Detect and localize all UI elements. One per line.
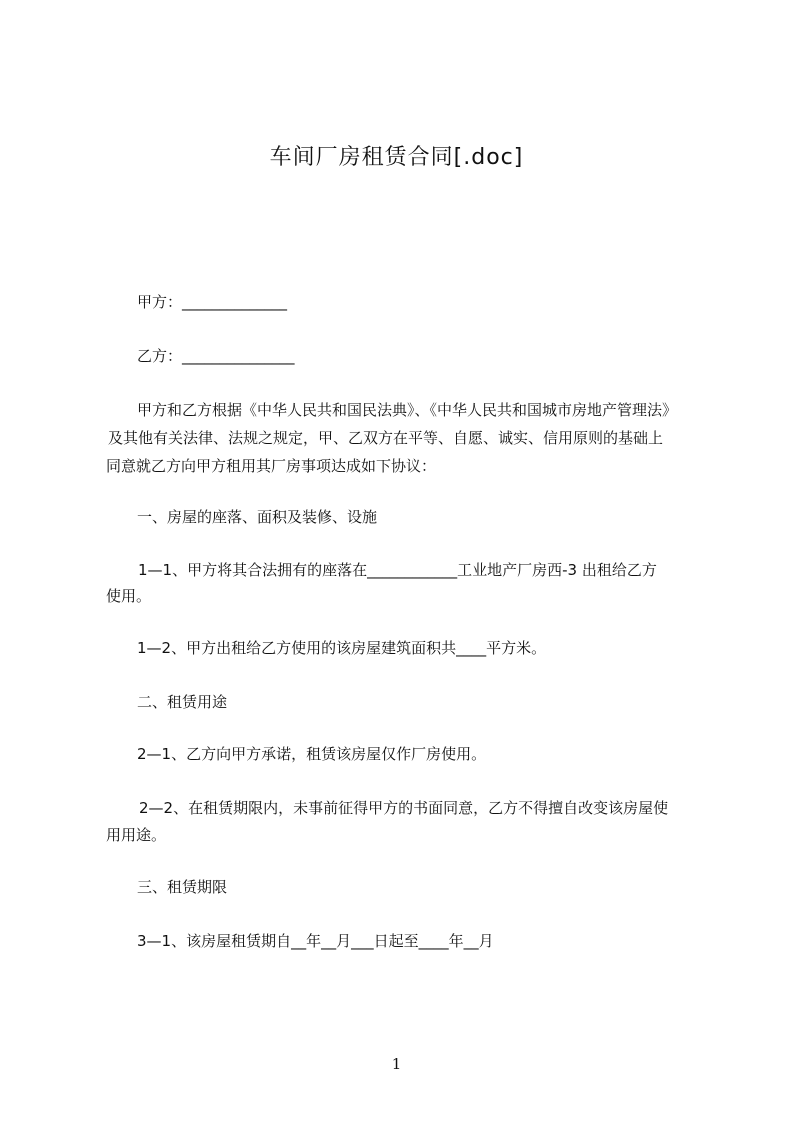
document-title: 车间厂房租赁合同[.doc] bbox=[269, 145, 524, 170]
clause-2-2-line-2: 用用途。 bbox=[106, 826, 167, 844]
page-number: 1 bbox=[391, 1055, 402, 1073]
section-2-heading: 二、租赁用途 bbox=[137, 693, 228, 711]
party-b-line: 乙方：_______________ bbox=[137, 347, 295, 365]
intro-line-3: 同意就乙方向甲方租用其厂房事项达成如下协议： bbox=[106, 457, 437, 475]
intro-line-2: 及其他有关法律、法规之规定，甲、乙双方在平等、自愿、诚实、信用原则的基础上 bbox=[108, 429, 664, 447]
clause-3-1: 3—1、该房屋租赁期自__年__月___日起至____年__月 bbox=[137, 932, 494, 950]
clause-2-2-line-1: 2—2、在租赁期限内，未事前征得甲方的书面同意，乙方不得擅自改变该房屋使 bbox=[139, 799, 669, 817]
clause-1-1-line-2: 使用。 bbox=[106, 587, 152, 605]
clause-1-1-line-1: 1—1、甲方将其合法拥有的座落在____________工业地产厂房西-3 出租给乙方 bbox=[138, 561, 657, 579]
clause-1-2: 1—2、甲方出租给乙方使用的该房屋建筑面积共____平方米。 bbox=[137, 639, 547, 657]
section-3-heading: 三、租赁期限 bbox=[137, 878, 228, 896]
clause-2-1: 2—1、乙方向甲方承诺，租赁该房屋仅作厂房使用。 bbox=[137, 745, 487, 763]
intro-line-1: 甲方和乙方根据《中华人民共和国民法典》、《中华人民共和国城市房地产管理法》 bbox=[137, 401, 678, 419]
party-a-line: 甲方：______________ bbox=[137, 293, 288, 311]
section-1-heading: 一、房屋的座落、面积及装修、设施 bbox=[137, 508, 378, 526]
